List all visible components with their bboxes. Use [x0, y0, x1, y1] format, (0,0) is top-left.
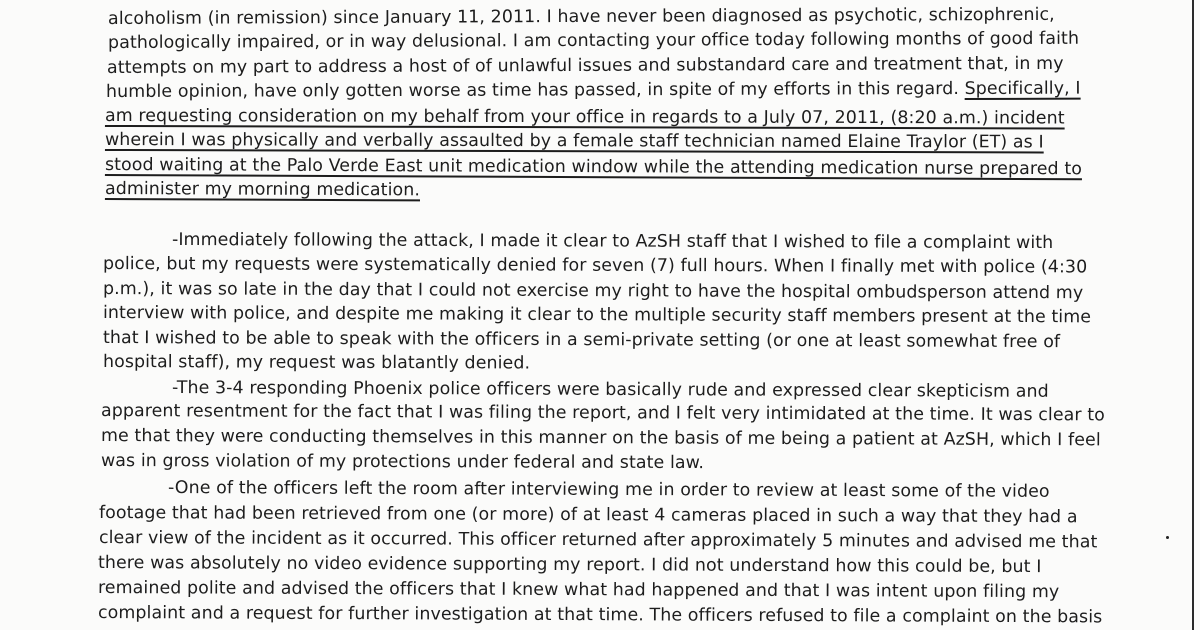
text-line: footage that had been retrieved from one (or more) of at least 4 cameras placed in such a way that they had a	[98, 503, 1078, 528]
text-line: interview with police, and despite me making it clear to the multiple security staff members present at the time	[102, 303, 1092, 328]
text-line: p.m.), it was so late in the day that I could not exercise my right to have the hospital ombudsperson attend my	[102, 279, 1084, 304]
text-line: -Immediately following the attack, I made it clear to AzSH staff that I wished to file a complaint with	[171, 230, 1054, 254]
text-line: alcoholism (in remission) since January 11, 2011. I have never been diagnosed as psychotic, schizophrenic,	[107, 4, 1055, 29]
text-line: there was absolutely no video evidence supporting my report. I did not understand how this could be, but I	[97, 553, 1042, 578]
text-line: me that they were conducting themselves in this manner on the basis of me being a patient at AzSH, which I feel	[100, 426, 1101, 451]
text-line: -One of the officers left the room after interviewing me in order to review at least some of the video	[167, 478, 1050, 502]
underlined-text-line: stood waiting at the Palo Verde East unit medication window while the attending medication nurse prepared to	[104, 155, 1083, 180]
text-line	[105, 78, 1081, 102]
underlined-text-segment: Specifically, I	[964, 78, 1081, 100]
text-line: -The 3-4 responding Phoenix police officers were basically rude and expressed clear skepticism and	[171, 378, 1049, 402]
text-line: hospital staff), my request was blatantly denied.	[102, 352, 531, 374]
text-line: pathologically impaired, or in way delusional. I am contacting your office today following months of good faith	[107, 28, 1080, 53]
text-line: complaint and a request for further investigation at that time. The officers refused to file a complaint on the basis	[97, 603, 1103, 628]
text-line: that I wished to be able to speak with the officers in a semi-private setting (or one at least somewhat free of	[102, 328, 1061, 353]
scan-speck	[1166, 536, 1169, 539]
text-line: attempts on my part to address a host of of unlawful issues and substandard care and treatment that, in my	[106, 53, 1064, 78]
text-line: police, but my requests were systematically denied for seven (7) full hours. When I finally met with police (4:30	[102, 254, 1088, 278]
text-line: was in gross violation of my protections under federal and state law.	[100, 451, 705, 474]
text-segment: humble opinion, have only gotten worse as time has passed, in spite of my efforts in this regard.	[105, 79, 960, 102]
text-line: remained polite and advised the officers that I knew what had happened and that I was intent upon filing my	[97, 578, 1060, 603]
underlined-text-line: am requesting consideration on my behalf from your office in regards to a July 07, 2011, (8:20 a.m.) incident	[104, 106, 1065, 129]
text-line: apparent resentment for the fact that I was filing the report, and I felt very intimidated at the time. It was clear to	[100, 401, 1105, 426]
underlined-text-line: wherein I was physically and verbally assaulted by a female staff technician named Elaine Traylor (ET) as I	[104, 130, 1044, 153]
underlined-text-line: administer my morning medication.	[104, 179, 421, 201]
scan-edge-border	[1192, 0, 1194, 630]
text-line: clear view of the incident as it occurred. This officer returned after approximately 5 minutes and advised me that	[98, 528, 1098, 553]
